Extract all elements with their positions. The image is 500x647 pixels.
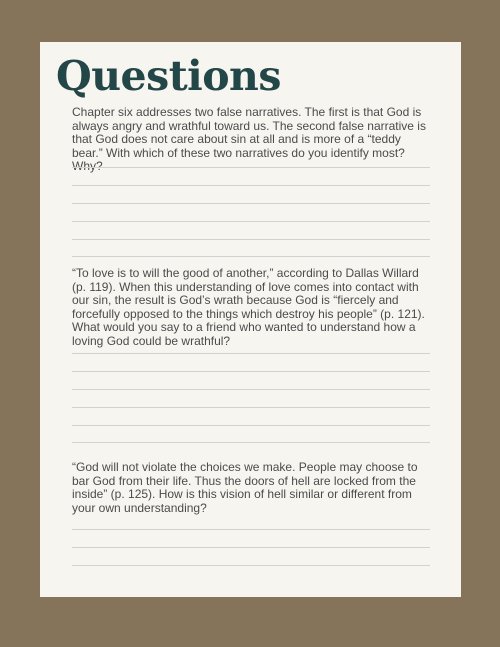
answer-line [72,442,430,443]
answer-line [72,529,430,530]
answer-line [72,353,430,354]
answer-line [72,239,430,240]
question-1-text: Chapter six addresses two false narratives. The first is that God is always angry and wrathful toward us. The second false narrative is that God does not care about sin at all and is more of a “teddy bear.” With which of these two narratives do you identify most? Why? [72,105,426,173]
answer-line [72,407,430,408]
answer-line [72,425,430,426]
answer-line [72,167,430,168]
question-2-text: “To love is to will the good of another,” according to Dallas Willard (p. 119). When this understanding of love comes into contact with our sin, the result is God’s wrath because God is “fiercely and forcefully opposed to the things which destroy his people” (p. 121). What would you say to a friend who wanted to understand how a loving God could be wrathful? [72,266,425,348]
answer-line [72,389,430,390]
answer-line [72,203,430,204]
answer-line [72,371,430,372]
answer-line [72,565,430,566]
answer-line [72,221,430,222]
answer-line [72,547,430,548]
question-3-text: “God will not violate the choices we make. People may choose to bar God from their life. Thus the doors of hell are locked from the inside” (p. 125). How is this vision of hell similar or different from your own understanding? [72,460,418,515]
page-title: Questions [56,52,281,100]
answer-line [72,256,430,257]
answer-line [72,185,430,186]
